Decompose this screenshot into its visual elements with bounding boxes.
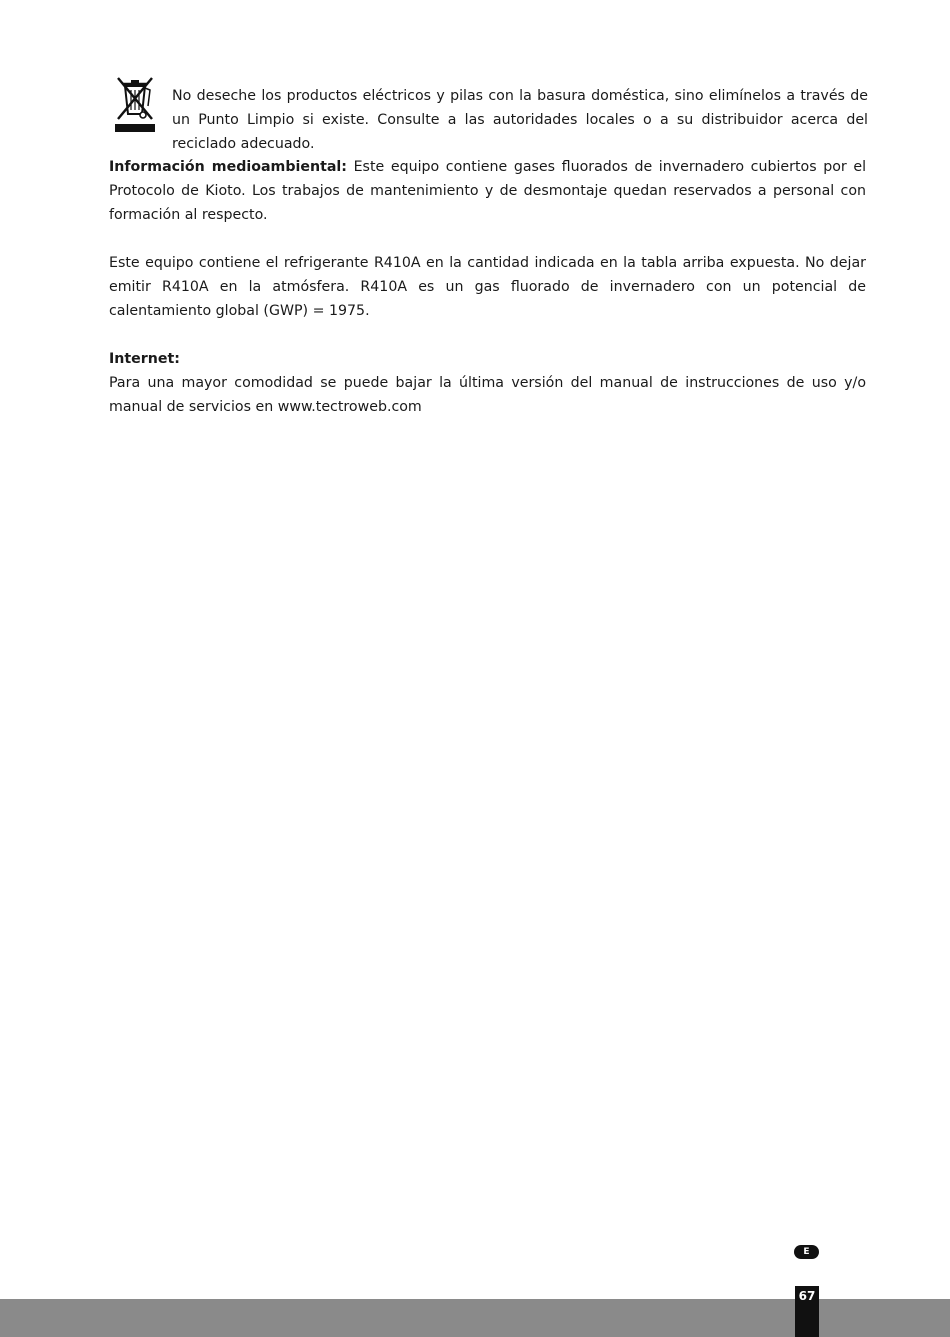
environmental-info-text: Este equipo contiene gases fluorados de invernadero cubiertos por el Protocolo de Kioto. Los trabajos de mantenimiento y de desmontaje quedan reservados a personal con formación al respecto. (109, 159, 867, 223)
refrigerant-section (109, 251, 866, 323)
weee-notice-text-container (172, 84, 868, 156)
internet-heading: Internet: (109, 351, 180, 367)
language-badge: E (794, 1245, 819, 1259)
environmental-info-label: Información medioambiental: (109, 159, 347, 175)
internet-section (109, 347, 866, 419)
weee-notice-text: No deseche los productos eléctricos y pilas con la basura doméstica, sino elimínelos a través de un Punto Limpio si existe. Consulte a las autoridades locales o a su distribuidor acerca del reciclado adecuado. (172, 88, 868, 152)
environmental-info-paragraph (109, 155, 866, 227)
refrigerant-paragraph: Este equipo contiene el refrigerante R410A en la cantidad indicada en la tabla arriba expuesta. No dejar emitir R410A en la atmósfera. R410A es un gas fluorado de invernadero con un potencial de calentamiento global (GWP) = 1975. (109, 255, 866, 319)
page-number: 67 (795, 1286, 819, 1337)
environmental-info-section (109, 155, 866, 227)
internet-paragraph: Para una mayor comodidad se puede bajar la última versión del manual de instrucciones de uso y/o manual de servicios en www.tectroweb.com (109, 375, 866, 415)
crossed-out-wheelie-bin-icon (110, 72, 160, 136)
